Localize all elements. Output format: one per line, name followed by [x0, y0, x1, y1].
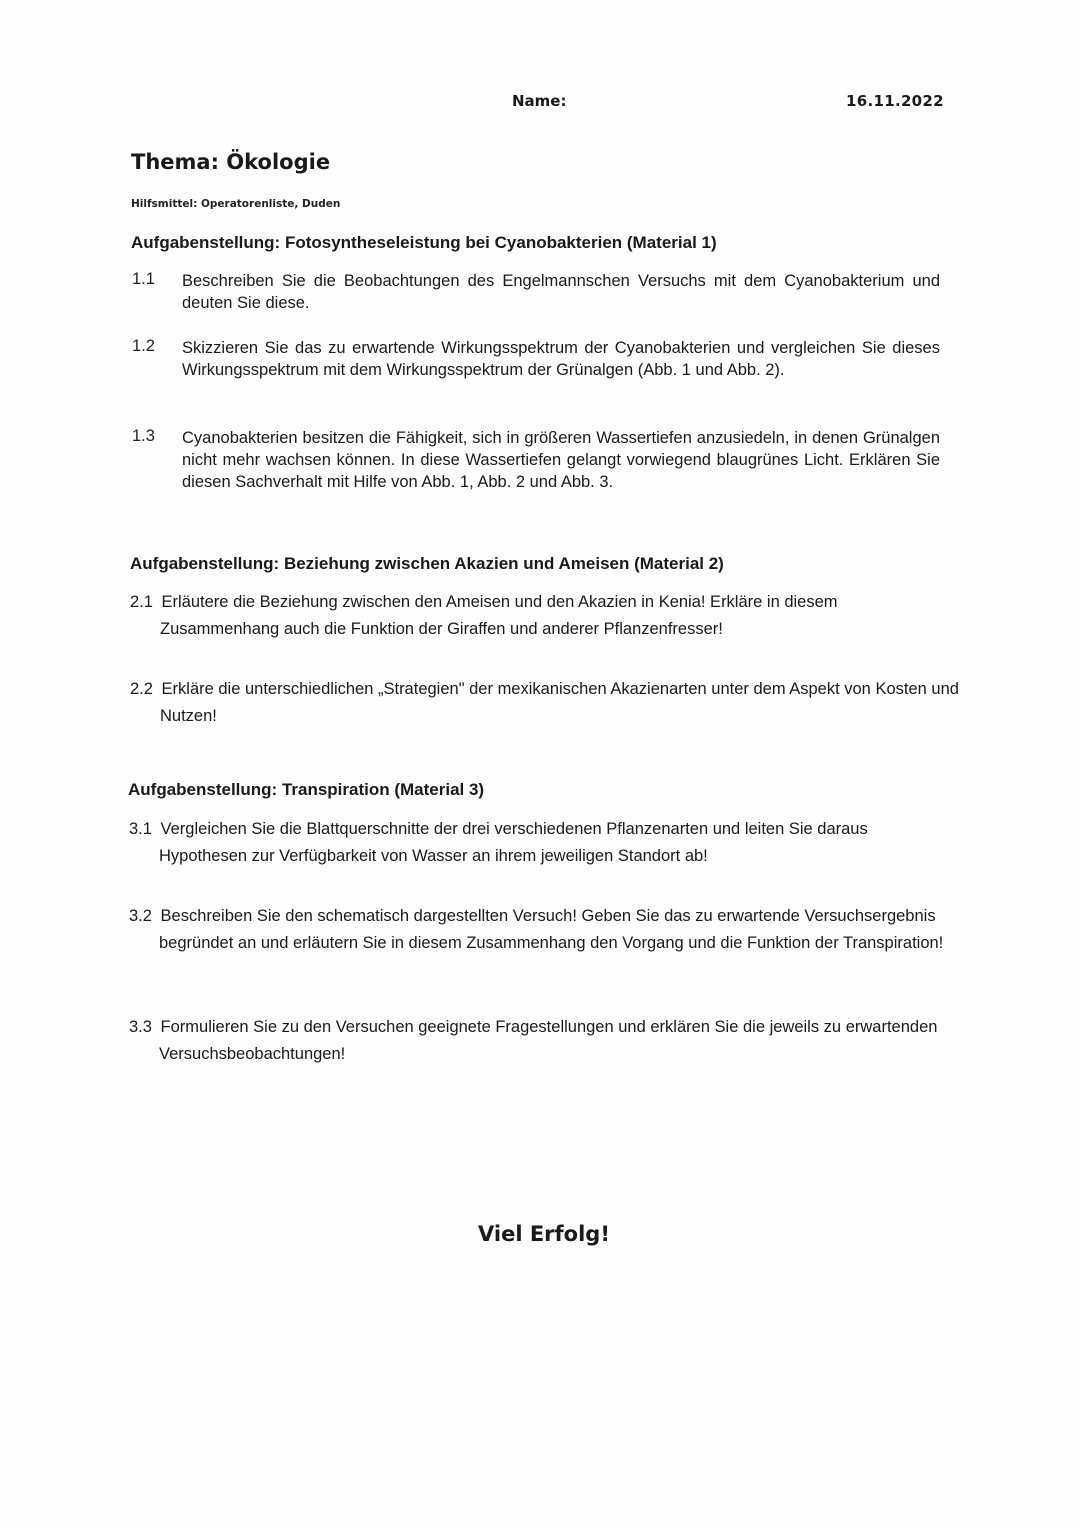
task-text: Erkläre die unterschiedlichen „Strategien" der mexikanischen Akazienarten unter dem Aspekt von Kosten und Nutzen!	[160, 680, 959, 725]
task-text: Skizzieren Sie das zu erwartende Wirkungsspektrum der Cyanobakterien und vergleichen Sie dieses Wirkungsspektrum mit dem Wirkungsspektrum der Grünalgen (Abb. 1 und Abb. 2).	[182, 339, 940, 379]
name-label: Name:	[512, 92, 567, 110]
task-item	[130, 589, 960, 643]
task-text: Formulieren Sie zu den Versuchen geeignete Fragestellungen und erklären Sie die jeweils zu erwartenden Versuchsbeobachtungen!	[159, 1018, 938, 1063]
task-text: Cyanobakterien besitzen die Fähigkeit, sich in größeren Wassertiefen anzusiedeln, in denen Grünalgen nicht mehr wachsen können. In diese Wassertiefen gelangt vorwiegend blaugrünes Licht. Erklären Sie diesen Sachverhalt mit Hilfe von Abb. 1, Abb. 2 und Abb. 3.	[182, 429, 940, 491]
task-item	[130, 676, 960, 730]
task-item	[129, 816, 959, 870]
task-number: 1.1	[132, 270, 155, 288]
task-number: 2.1	[130, 593, 153, 611]
task-number: 3.1	[129, 820, 152, 838]
task-number: 2.2	[130, 680, 153, 698]
date: 16.11.2022	[846, 92, 944, 110]
aids-note: Hilfsmittel: Operatorenliste, Duden	[131, 198, 341, 210]
page-title: Thema: Ökologie	[131, 150, 331, 174]
task-number: 3.3	[129, 1018, 152, 1036]
section-heading-2: Aufgabenstellung: Beziehung zwischen Akazien und Ameisen (Material 2)	[130, 554, 724, 573]
task-number: 1.2	[132, 337, 155, 355]
task-text: Beschreiben Sie den schematisch dargestellten Versuch! Geben Sie das zu erwartende Versuchsergebnis begründet an und erläutern Sie in diesem Zusammenhang den Vorgang und die Funktion der Transpiration!	[159, 907, 944, 952]
task-text: Beschreiben Sie die Beobachtungen des Engelmannschen Versuchs mit dem Cyanobakterium und deuten Sie diese.	[182, 272, 940, 312]
task-number: 3.2	[129, 907, 152, 925]
task-number: 1.3	[132, 427, 155, 445]
task-text: Vergleichen Sie die Blattquerschnitte der drei verschiedenen Pflanzenarten und leiten Sie daraus Hypothesen zur Verfügbarkeit von Wasser an ihrem jeweiligen Standort ab!	[159, 820, 868, 865]
section-heading-1: Aufgabenstellung: Fotosyntheseleistung bei Cyanobakterien (Material 1)	[131, 233, 717, 252]
closing-text: Viel Erfolg!	[478, 1222, 610, 1246]
task-text: Erläutere die Beziehung zwischen den Ameisen und den Akazien in Kenia! Erkläre in diesem Zusammenhang auch die Funktion der Giraffen und anderer Pflanzenfresser!	[160, 593, 838, 638]
task-item	[129, 1014, 959, 1068]
section-heading-3: Aufgabenstellung: Transpiration (Material 3)	[128, 780, 485, 799]
task-item	[129, 903, 959, 957]
